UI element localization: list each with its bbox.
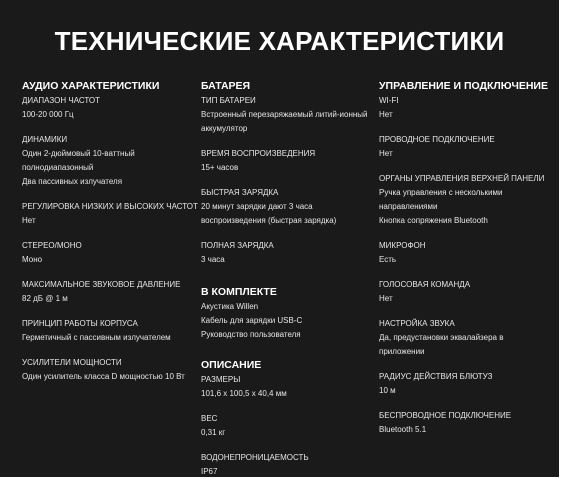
spec-label: СТЕРЕО/МОНО bbox=[22, 241, 82, 250]
spec-value-line: 0,31 кг bbox=[201, 428, 226, 437]
spec-value-line: Есть bbox=[379, 255, 397, 264]
spec-value bbox=[379, 292, 554, 306]
spec-value-line: воспроизведения (быстрая зарядка) bbox=[201, 216, 337, 225]
spec-bluetooth-range bbox=[379, 370, 554, 398]
control-heading: УПРАВЛЕНИЕ И ПОДКЛЮЧЕНИЕ bbox=[379, 80, 548, 92]
spec-value bbox=[201, 108, 371, 136]
spec-value-line: Один усилитель класса D мощностью 10 Вт bbox=[22, 372, 185, 381]
package-item: Руководство пользователя bbox=[201, 330, 301, 339]
page-title: ТЕХНИЧЕСКИЕ ХАРАКТЕРИСТИКИ bbox=[54, 26, 505, 56]
spec-value-line: Нет bbox=[22, 216, 36, 225]
package-item: Акустика Willen bbox=[201, 302, 259, 311]
spec-value bbox=[201, 253, 371, 267]
spec-value-line: Bluetooth 5.1 bbox=[379, 425, 427, 434]
spec-voice-command bbox=[379, 278, 554, 306]
spec-weight bbox=[201, 412, 371, 440]
spec-wifi bbox=[379, 94, 554, 122]
spec-sound-settings bbox=[379, 317, 554, 359]
spec-value bbox=[201, 465, 371, 477]
spec-value bbox=[379, 384, 554, 398]
spec-label: ДИНАМИКИ bbox=[22, 135, 68, 144]
spec-top-controls bbox=[379, 172, 554, 228]
spec-value bbox=[22, 214, 192, 228]
spec-value-line: Ручка управления с несколькими bbox=[379, 188, 503, 197]
spec-value-line: полнодиапазонный bbox=[22, 163, 94, 172]
spec-value bbox=[379, 331, 554, 359]
spec-fast-charge bbox=[201, 186, 371, 228]
spec-value-line: 100-20 000 Гц bbox=[22, 110, 74, 119]
battery-column bbox=[201, 79, 371, 477]
spec-value bbox=[22, 292, 192, 306]
spec-label: ПРОВОДНОЕ ПОДКЛЮЧЕНИЕ bbox=[379, 135, 495, 144]
spec-waterproof bbox=[201, 451, 371, 477]
spec-value bbox=[22, 108, 192, 122]
spec-label: ГОЛОСОВАЯ КОМАНДА bbox=[379, 280, 471, 289]
spec-label: ПОЛНАЯ ЗАРЯДКА bbox=[201, 241, 274, 250]
spec-full-charge bbox=[201, 239, 371, 267]
package-item: Кабель для зарядки USB-C bbox=[201, 316, 303, 325]
spec-value-line: приложении bbox=[379, 347, 425, 356]
spec-value-line: Нет bbox=[379, 110, 393, 119]
spec-value bbox=[22, 147, 192, 189]
spec-value-line: 20 минут зарядки дают 3 часа bbox=[201, 202, 313, 211]
spec-value bbox=[379, 186, 554, 228]
spec-amplifiers bbox=[22, 356, 192, 384]
battery-heading: БАТАРЕЯ bbox=[201, 80, 251, 92]
spec-wired bbox=[379, 133, 554, 161]
spec-wireless bbox=[379, 409, 554, 437]
spec-value-line: Моно bbox=[22, 255, 43, 264]
spec-label: НАСТРОЙКА ЗВУКА bbox=[379, 319, 455, 328]
spec-value bbox=[201, 200, 371, 228]
audio-heading: АУДИО ХАРАКТЕРИСТИКИ bbox=[22, 80, 160, 92]
spec-value bbox=[22, 253, 192, 267]
spec-label: ВРЕМЯ ВОСПРОИЗВЕДЕНИЯ bbox=[201, 149, 316, 158]
spec-label: РЕГУЛИРОВКА НИЗКИХ И ВЫСОКИХ ЧАСТОТ bbox=[22, 202, 198, 211]
spec-value-line: Встроенный перезаряжаемый литий-ионный bbox=[201, 110, 368, 119]
spec-value bbox=[201, 161, 371, 175]
package-contents bbox=[201, 300, 371, 342]
spec-battery-type bbox=[201, 94, 371, 136]
spec-label: ОРГАНЫ УПРАВЛЕНИЯ ВЕРХНЕЙ ПАНЕЛИ bbox=[379, 174, 545, 183]
spec-enclosure bbox=[22, 317, 192, 345]
spec-value-line: Да, предустановки эквалайзера в bbox=[379, 333, 504, 342]
spec-label: УСИЛИТЕЛИ МОЩНОСТИ bbox=[22, 358, 122, 367]
spec-microphone bbox=[379, 239, 554, 267]
spec-label: ВОДОНЕПРОНИЦАЕМОСТЬ bbox=[201, 453, 309, 462]
spec-label: МАКСИМАЛЬНОЕ ЗВУКОВОЕ ДАВЛЕНИЕ bbox=[22, 280, 181, 289]
spec-value bbox=[379, 253, 554, 267]
spec-value-line: IP67 bbox=[201, 467, 218, 476]
spec-value-line: 15+ часов bbox=[201, 163, 239, 172]
spec-value-line: направлениями bbox=[379, 202, 438, 211]
spec-value-line: 101,6 x 100,5 x 40,4 мм bbox=[201, 389, 287, 398]
spec-max-spl bbox=[22, 278, 192, 306]
spec-label: РАЗМЕРЫ bbox=[201, 375, 241, 384]
spec-value bbox=[379, 108, 554, 122]
spec-value bbox=[201, 426, 371, 440]
spec-value-line: аккумулятор bbox=[201, 124, 248, 133]
spec-label: ДИАПАЗОН ЧАСТОТ bbox=[22, 96, 101, 105]
spec-label: РАДИУС ДЕЙСТВИЯ БЛЮТУЗ bbox=[379, 372, 493, 381]
spec-value-line: 3 часа bbox=[201, 255, 225, 264]
spec-value-line: 82 дБ @ 1 м bbox=[22, 294, 68, 303]
spec-label: ВЕС bbox=[201, 414, 218, 423]
spec-label: МИКРОФОН bbox=[379, 241, 426, 250]
control-column bbox=[379, 79, 554, 437]
spec-eq-adjust bbox=[22, 200, 198, 228]
spec-value-line: 10 м bbox=[379, 386, 396, 395]
spec-label: БЫСТРАЯ ЗАРЯДКА bbox=[201, 188, 279, 197]
spec-value-line: Нет bbox=[379, 294, 393, 303]
spec-value-line: Один 2-дюймовый 10-ваттный bbox=[22, 149, 135, 158]
spec-label: WI-FI bbox=[379, 96, 399, 105]
spec-speakers bbox=[22, 133, 192, 189]
spec-label: БЕСПРОВОДНОЕ ПОДКЛЮЧЕНИЕ bbox=[379, 411, 512, 420]
spec-stereo-mono bbox=[22, 239, 192, 267]
description-heading: ОПИСАНИЕ bbox=[201, 359, 262, 371]
spec-playtime bbox=[201, 147, 371, 175]
spec-value-line: Герметичный с пассивным излучателем bbox=[22, 333, 171, 342]
spec-frequency-range bbox=[22, 94, 192, 122]
spec-dimensions bbox=[201, 373, 371, 401]
spec-value-line: Нет bbox=[379, 149, 393, 158]
spec-value bbox=[22, 370, 192, 384]
spec-value-line: Кнопка сопряжения Bluetooth bbox=[379, 216, 488, 225]
spec-value bbox=[379, 147, 554, 161]
spec-label: ПРИНЦИП РАБОТЫ КОРПУСА bbox=[22, 319, 138, 328]
spec-value bbox=[379, 423, 554, 437]
spec-value bbox=[22, 331, 192, 345]
audio-column bbox=[22, 79, 198, 384]
package-heading: В КОМПЛЕКТЕ bbox=[201, 286, 277, 298]
spec-value bbox=[201, 387, 371, 401]
spec-label: ТИП БАТАРЕИ bbox=[201, 96, 256, 105]
spec-value-line: Два пассивных излучателя bbox=[22, 177, 123, 186]
